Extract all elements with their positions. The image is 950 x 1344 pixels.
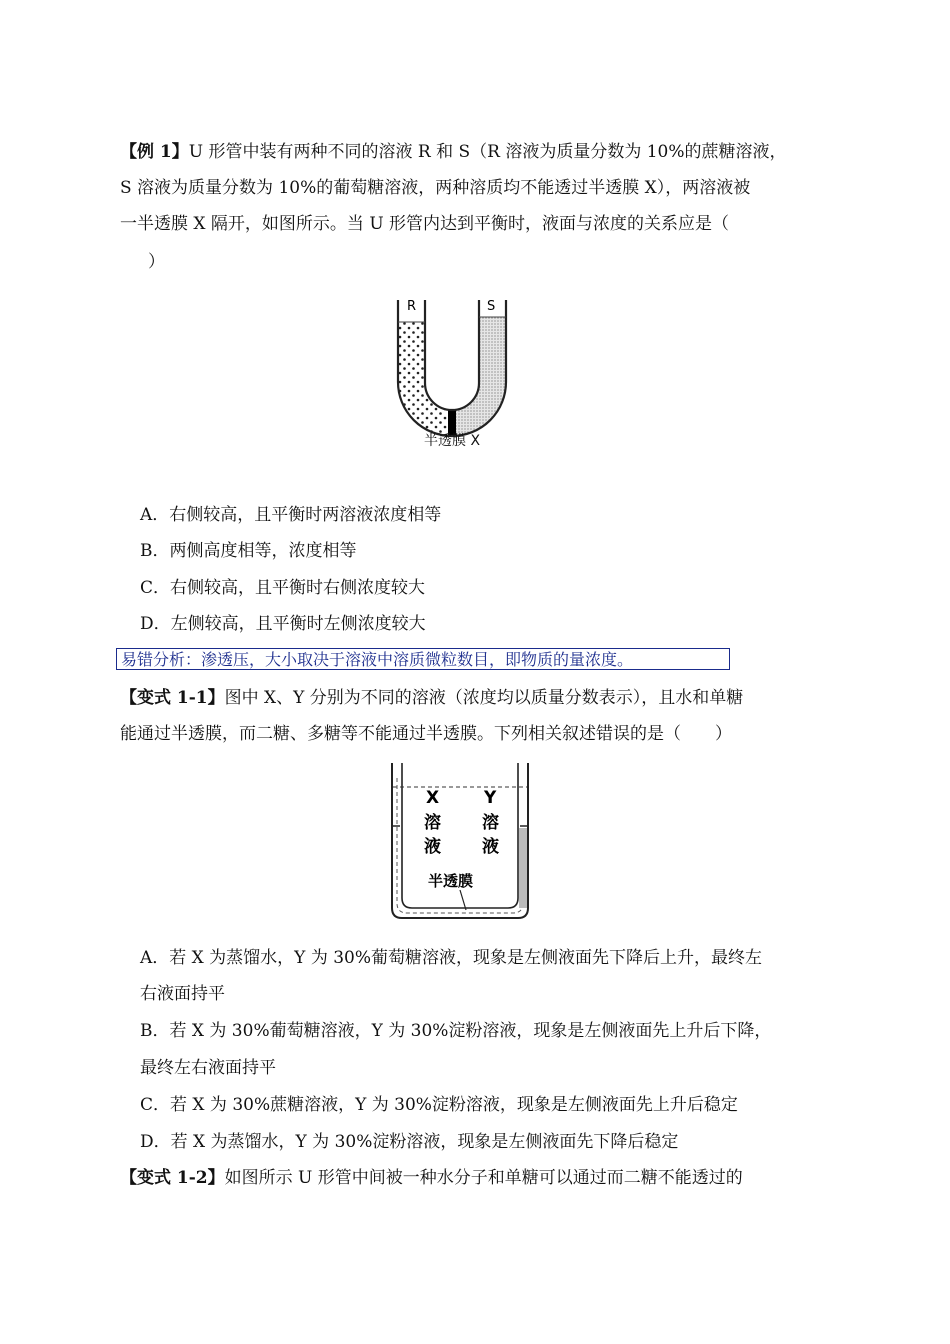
example1-text1: U 形管中装有两种不同的溶液 R 和 S（R 溶液为质量分数为 10%的蔗糖溶液， <box>188 142 787 162</box>
variant1-option-d: D．若 X 为蒸馏水，Y 为 30%淀粉溶液，现象是左侧液面先下降后稳定 <box>140 1132 679 1152</box>
example1-tag: 【例 1】 <box>120 142 189 162</box>
y-char1: 溶 <box>482 813 499 833</box>
variant1-option-a-line2: 右液面持平 <box>140 984 225 1004</box>
x-char2: 液 <box>424 837 441 857</box>
variant1-tag: 【变式 1-1】 <box>120 688 225 708</box>
example1-line2: S 溶液为质量分数为 10%的葡萄糖溶液，两种溶质均不能透过半透膜 X），两溶液被 <box>120 178 751 198</box>
variant1-option-c: C．若 X 为 30%蔗糖溶液，Y 为 30%淀粉溶液，现象是左侧液面先上升后稳定 <box>140 1095 738 1115</box>
membrane-label: 半透膜 <box>428 872 474 890</box>
membrane-pointer <box>460 890 466 910</box>
label-s: S <box>487 299 496 314</box>
right-wall-shading <box>519 828 527 908</box>
beaker-outer-wall <box>392 763 528 918</box>
variant1-option-b-line2: 最终左右液面持平 <box>140 1058 276 1078</box>
y-char2: 液 <box>482 837 499 857</box>
variant1-text1: 图中 X、Y 分别为不同的溶液（浓度均以质量分数表示），且水和单糖 <box>224 688 744 708</box>
variant1-line1 <box>120 686 743 710</box>
y-label: Y <box>484 788 497 808</box>
example1-line4: ） <box>148 252 165 272</box>
x-char1: 溶 <box>424 813 441 833</box>
u-tube-caption: 半透膜 X <box>424 433 481 449</box>
variant2-text1: 如图所示 U 形管中间被一种水分子和单糖可以通过而二糖不能透过的 <box>224 1168 743 1188</box>
example1-line3: 一半透膜 X 隔开，如图所示。当 U 形管内达到平衡时，液面与浓度的关系应是（ <box>120 214 730 234</box>
label-r: R <box>407 299 417 314</box>
x-label: X <box>426 788 440 808</box>
example1-line1 <box>120 140 787 164</box>
variant2-line1 <box>120 1166 743 1190</box>
variant2-tag: 【变式 1-2】 <box>120 1168 225 1188</box>
variant1-line2: 能通过半透膜，而二糖、多糖等不能通过半透膜。下列相关叙述错误的是（ ） <box>120 724 732 744</box>
example1-option-d: D．左侧较高，且平衡时左侧浓度较大 <box>140 614 426 634</box>
beaker-figure <box>380 758 540 928</box>
example1-option-a: A．右侧较高，且平衡时两溶液浓度相等 <box>140 505 442 525</box>
membrane-dashed <box>397 778 523 913</box>
u-tube-inner-wall <box>425 300 479 410</box>
example1-option-c: C．右侧较高，且平衡时右侧浓度较大 <box>140 578 426 598</box>
variant1-option-a-line1: A．若 X 为蒸馏水，Y 为 30%葡萄糖溶液，现象是左侧液面先下降后上升，最终左 <box>140 948 763 968</box>
error-analysis-note: 易错分析：渗透压，大小取决于溶液中溶质微粒数目，即物质的量浓度。 <box>116 648 730 670</box>
variant1-option-b-line1: B．若 X 为 30%葡萄糖溶液，Y 为 30%淀粉溶液，现象是左侧液面先上升后下降， <box>140 1021 772 1041</box>
example1-option-b: B．两侧高度相等，浓度相等 <box>140 541 357 561</box>
